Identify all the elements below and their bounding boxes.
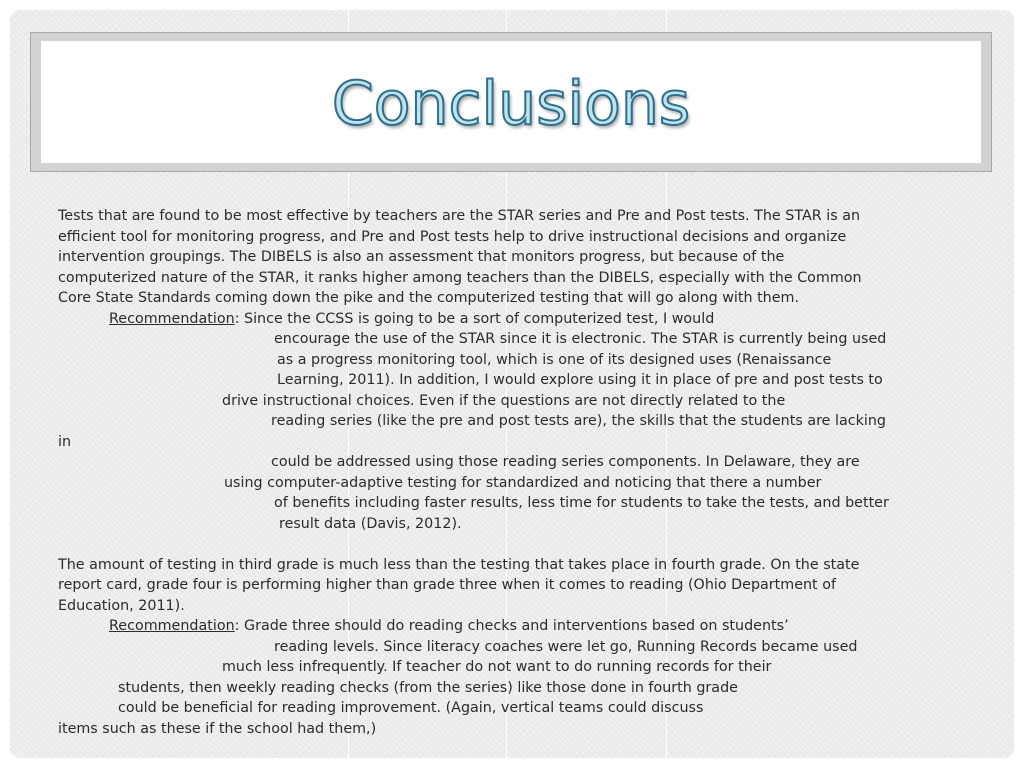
body-line: could be addressed using those reading series components. In Delaware, they are (271, 454, 860, 470)
recommendation-line (58, 309, 988, 330)
recommendation-text: : Grade three should do reading checks and interventions based on students’ (234, 618, 789, 634)
body-line: report card, grade four is performing higher than grade three when it comes to reading (Ohio Department of (58, 577, 836, 593)
body-line: result data (Davis, 2012). (279, 515, 462, 532)
body-line: Education, 2011). (58, 597, 185, 614)
body-line: encourage the use of the STAR since it is electronic. The STAR is currently being used (274, 331, 887, 347)
body-line: drive instructional choices. Even if the questions are not directly related to the (222, 392, 786, 409)
body-line: Tests that are found to be most effective by teachers are the STAR series and Pre and Post tests. The STAR is an (58, 208, 861, 224)
body-line: as a progress monitoring tool, which is one of its designed uses (Renaissance (277, 351, 832, 368)
title-frame (30, 32, 992, 172)
recommendation-text: : Since the CCSS is going to be a sort of computerized test, I would (234, 310, 715, 327)
body-line: reading series (like the pre and post tests are), the skills that the students are lacking (271, 413, 886, 429)
body-line: students, then weekly reading checks (from the series) like those done in fourth grade (118, 679, 738, 696)
body-line: much less infrequently. If teacher do not want to do running records for their (222, 659, 772, 675)
body-line: computerized nature of the STAR, it ranks higher among teachers than the DIBELS, especially with the Common (58, 269, 862, 286)
body-line: efficient tool for monitoring progress, and Pre and Post tests help to drive instructional decisions and organize (58, 228, 847, 245)
slide-title: Conclusions (331, 69, 691, 139)
body-line: intervention groupings. The DIBELS is also an assessment that monitors progress, but because of the (58, 249, 785, 265)
recommendation-line (58, 616, 988, 637)
body-line: using computer-adaptive testing for standardized and noticing that there a number (224, 474, 822, 491)
paragraph-spacer (58, 534, 988, 555)
slide-body (58, 206, 988, 739)
body-line: items such as these if the school had them,) (58, 720, 377, 737)
body-line: The amount of testing in third grade is much less than the testing that takes place in fourth grade. On the state (58, 556, 860, 573)
body-line: Core State Standards coming down the pike and the computerized testing that will go along with them. (58, 290, 800, 306)
slide (10, 10, 1014, 758)
body-line: reading levels. Since literacy coaches were let go, Running Records became used (274, 638, 858, 655)
body-line: Learning, 2011). In addition, I would explore using it in place of pre and post tests to (277, 372, 883, 388)
recommendation-label: Recommendation (109, 618, 235, 634)
body-line: of benefits including faster results, less time for students to take the tests, and better (274, 495, 889, 511)
body-line: could be beneficial for reading improvement. (Again, vertical teams could discuss (118, 700, 704, 716)
title-box (41, 41, 981, 163)
recommendation-label: Recommendation (109, 310, 235, 327)
body-line: in (58, 433, 72, 450)
